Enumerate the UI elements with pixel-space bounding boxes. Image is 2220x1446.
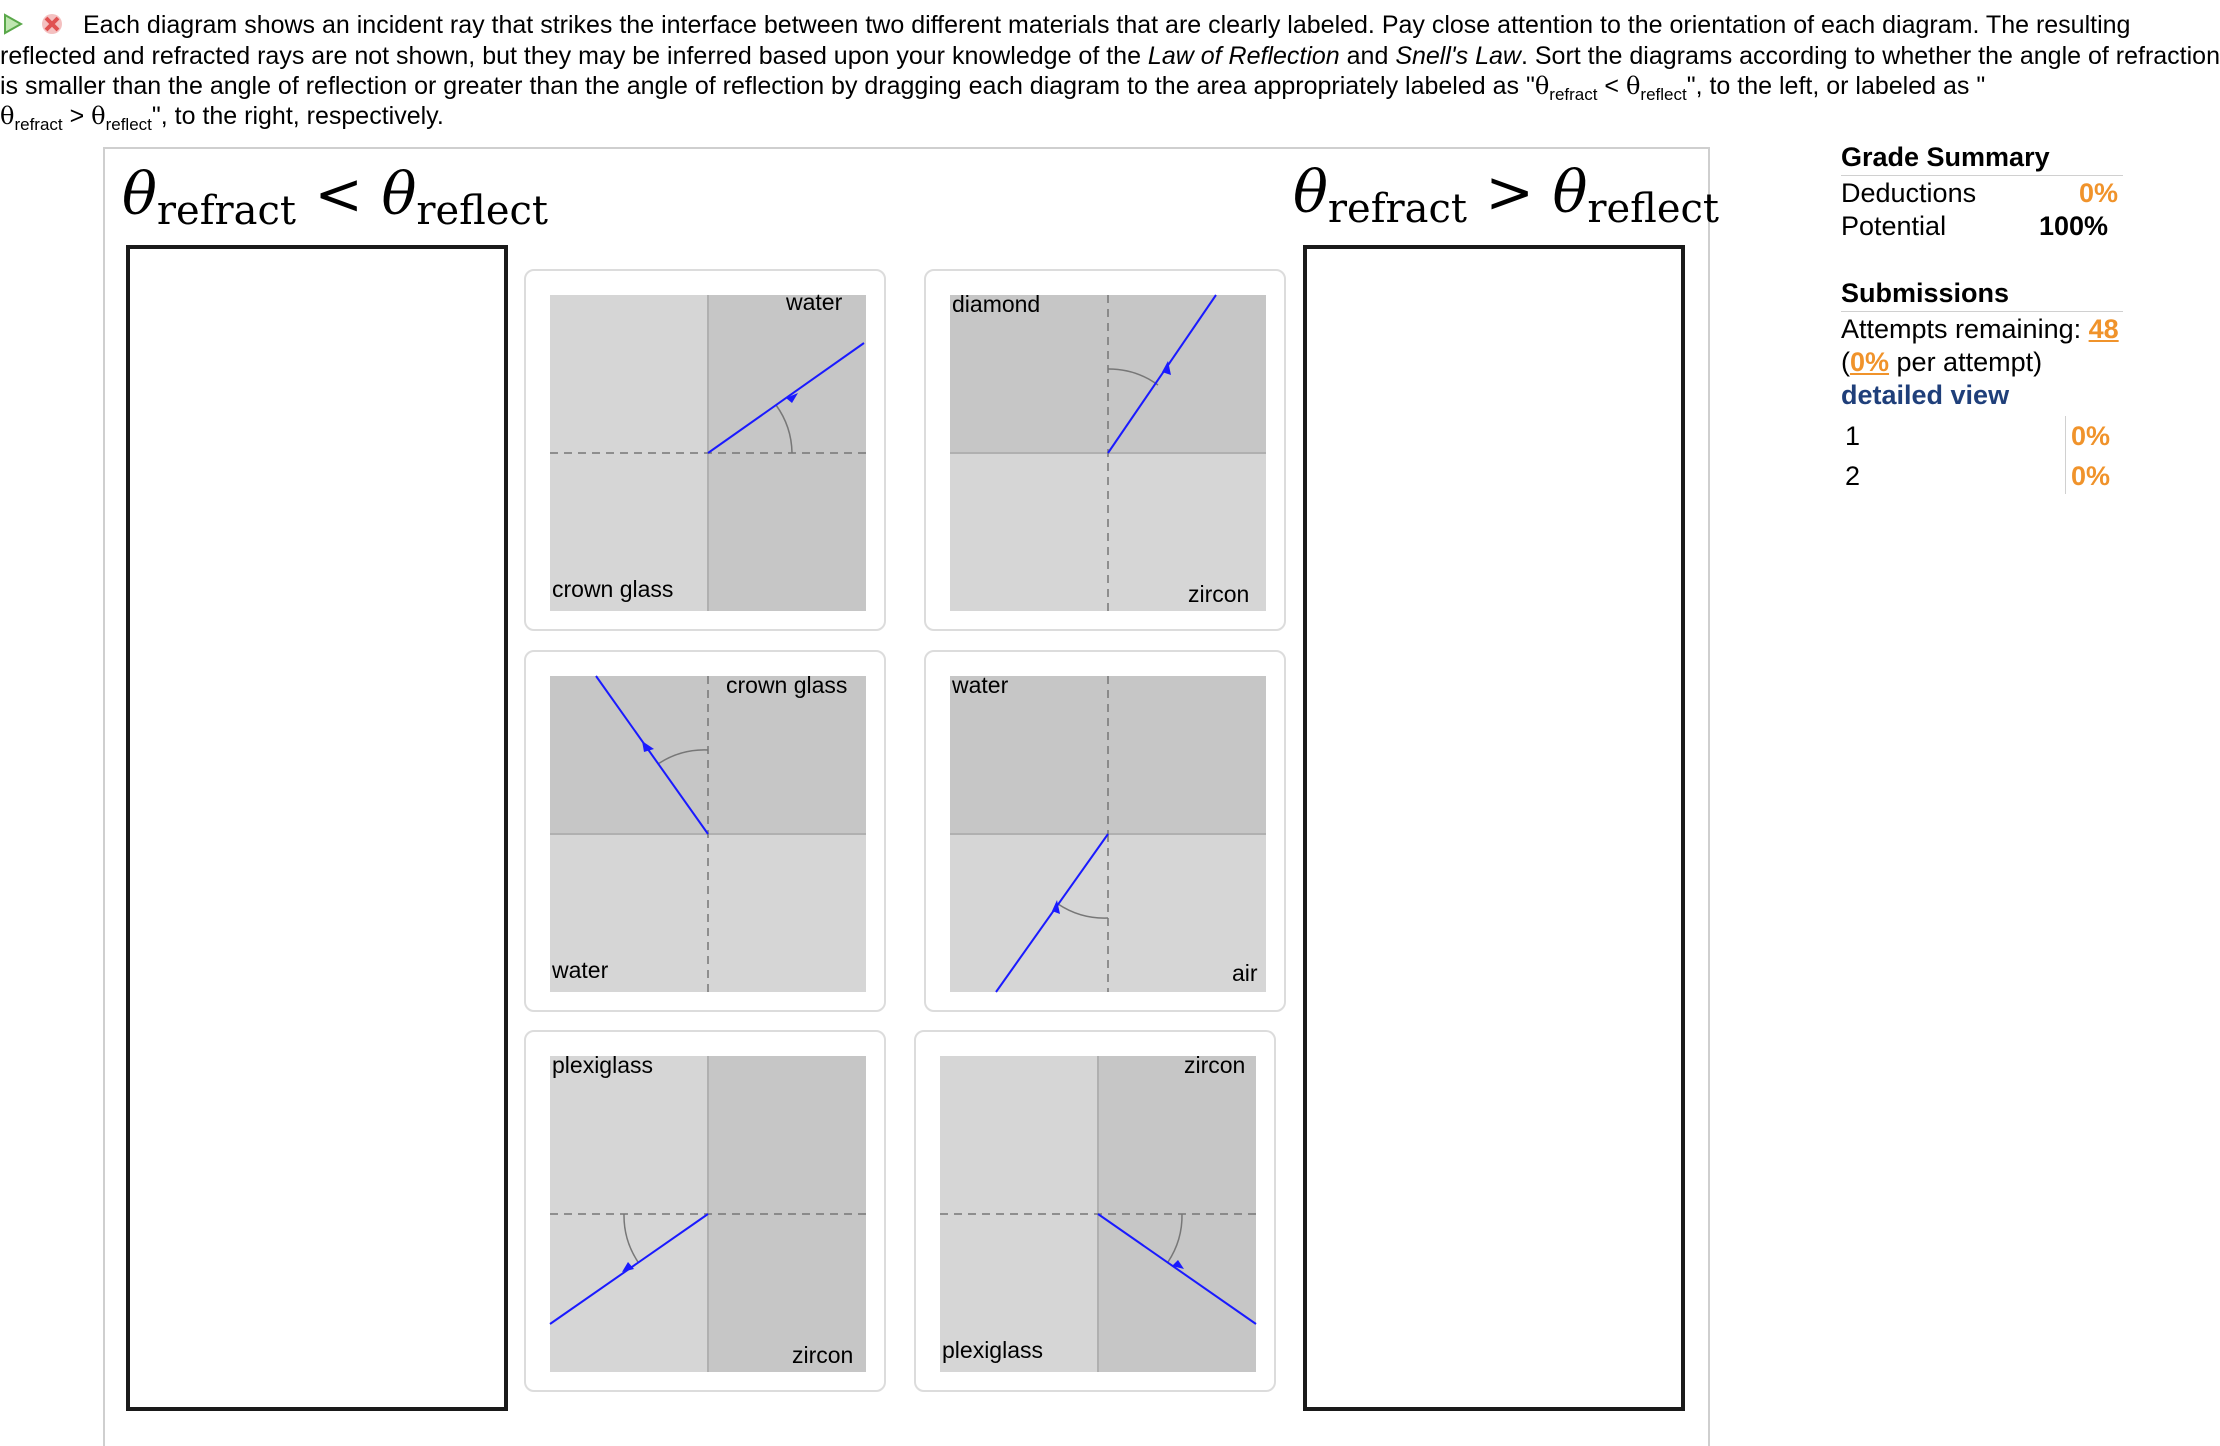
deductions-label: Deductions (1841, 178, 1977, 208)
submission-row-number: 2 (1845, 461, 1861, 491)
law-of-reflection-text: Law of Reflection (1147, 42, 1340, 70)
submission-row-number: 1 (1845, 421, 1861, 451)
diagram-card-water-air[interactable] (924, 650, 1286, 1012)
card-top-label: zircon (1184, 1052, 1246, 1078)
submission-row-score: 0% (2071, 461, 2111, 491)
attempts-remaining: Attempts remaining: 48 (1841, 314, 2119, 344)
potential-value: 100% (2039, 211, 2109, 241)
question-line-3: is smaller than the angle of reflection or greater than the angle of reflection by dragging each diagram to the area appropriately labeled as "$\theta_{refract} < \theta_{reflect}$", to the left, or labeled as " (0, 72, 1986, 104)
diagram-card-plexiglass-zircon[interactable] (524, 1030, 886, 1392)
card-bottom-label: plexiglass (942, 1337, 1043, 1363)
diagram-card-diamond-zircon[interactable] (924, 269, 1286, 631)
card-bottom-label: water (552, 957, 609, 983)
snells-law-text: Snell's Law (1395, 42, 1521, 70)
diagram-card-water-crown-glass[interactable] (524, 269, 886, 631)
potential-label: Potential (1841, 211, 1947, 241)
per-attempt: (0% per attempt) (1841, 347, 2043, 377)
card-bottom-label: zircon (792, 1342, 854, 1368)
card-bottom-label: crown glass (552, 576, 674, 602)
diagram-card-zircon-plexiglass[interactable] (914, 1030, 1276, 1392)
card-bottom-label: air (1232, 960, 1258, 986)
right-drop-zone[interactable] (1303, 245, 1685, 1411)
play-icon[interactable] (2, 12, 24, 36)
question-line-1: Each diagram shows an incident ray that strikes the interface between two different materials that are clearly labeled. Pay close attention to the orientation of each diagram. The resulting (83, 11, 2131, 39)
left-bin-title: θrefract < θreflect (122, 160, 548, 234)
attempts-value: 48 (2088, 314, 2119, 344)
card-top-label: diamond (952, 291, 1041, 317)
deductions-value: 0% (2079, 178, 2119, 208)
question-line-2: reflected and refracted rays are not shown, but they may be inferred based upon your knowledge of the Law of Reflection and Snell's Law. Sort the diagrams according to whether the angle of refraction (0, 42, 2220, 70)
left-drop-zone[interactable] (126, 245, 508, 1411)
detailed-view-link[interactable]: detailed view (1841, 380, 2010, 410)
incorrect-icon (40, 12, 64, 36)
question-line-4: $\theta_{refract} > \theta_{reflect}$", to the right, respectively. (0, 102, 444, 134)
card-top-label: water (952, 672, 1009, 698)
card-top-label: crown glass (726, 672, 848, 698)
submissions-title: Submissions (1841, 278, 2010, 308)
card-top-label: water (786, 289, 843, 315)
card-top-label: plexiglass (552, 1052, 653, 1078)
submission-row-score: 0% (2071, 421, 2111, 451)
grade-summary-title: Grade Summary (1841, 142, 2050, 172)
right-bin-title: θrefract > θreflect (1293, 158, 1719, 232)
card-bottom-label: zircon (1188, 581, 1250, 607)
diagram-card-crown-glass-water[interactable] (524, 650, 886, 1012)
